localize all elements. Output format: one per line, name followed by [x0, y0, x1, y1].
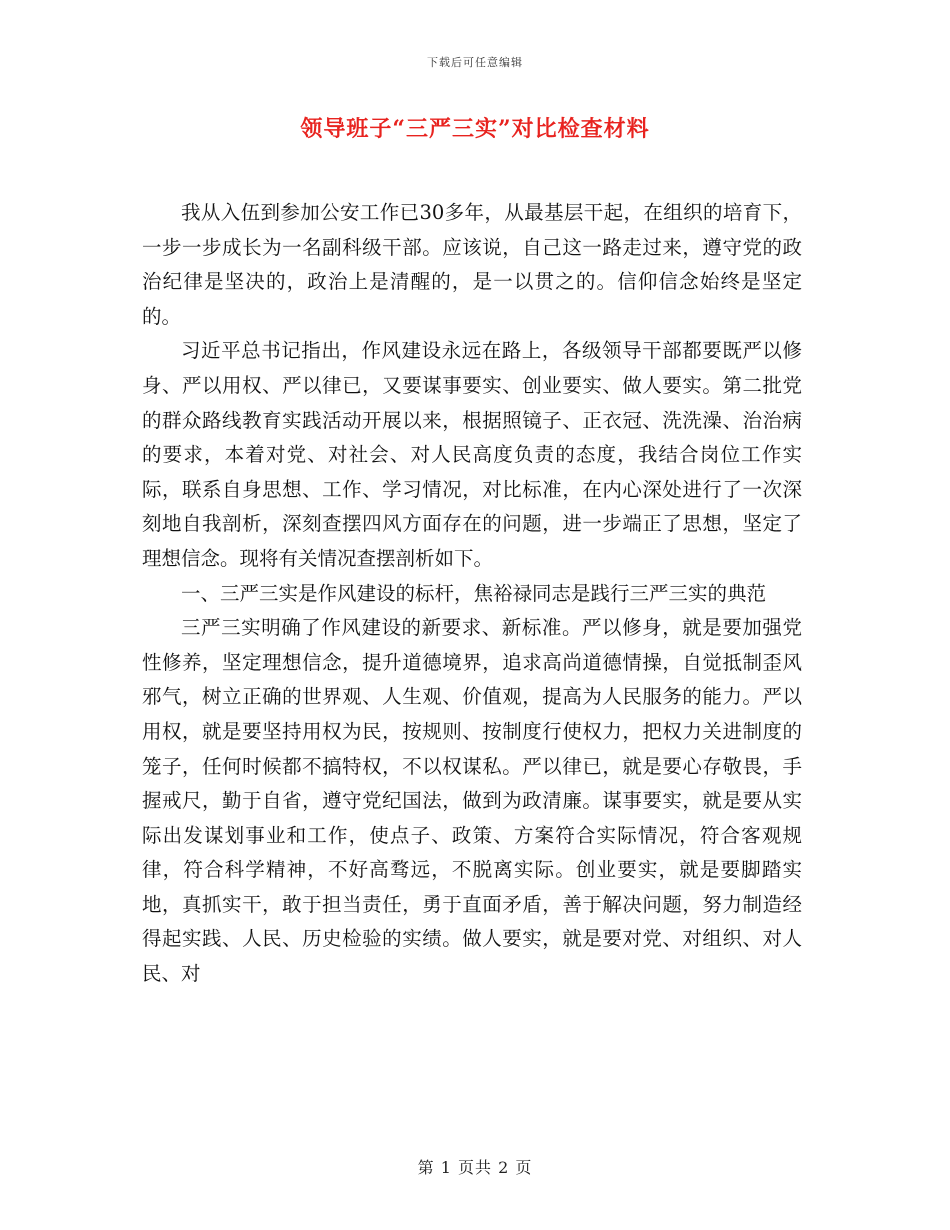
paragraph-standards: 三严三实明确了作风建设的新要求、新标准。严以修身，就是要加强党性修养，坚定理想信念，提升道德境界，追求高尚道德情操，自觉抵制歪风邪气，树立正确的世界观、人生观、价值观，提高为人民服务的能力。严以用权，就是要坚持用权为民，按规则、按制度行使权力，把权力关进制度的笼子，任何时候都不搞特权，不以权谋私。严以律已，就是要心存敬畏，手握戒尺，勤于自省，遵守党纪国法，做到为政清廉。谋事要实，就是要从实际出发谋划事业和工作，使点子、政策、方案符合实际情况，符合客观规律，符合科学精神，不好高骛远，不脱离实际。创业要实，就是要脚踏实地，真抓实干，敢于担当责任，勇于直面矛盾，善于解决问题，努力制造经得起实践、人民、历史检验的实绩。做人要实，就是要对党、对组织、对人民、对 [142, 616, 802, 986]
page-footer-page-number: 第 1 页共 2 页 [417, 1158, 533, 1177]
section-heading-1: 一、三严三实是作风建设的标杆，焦裕禄同志是践行三严三实的典范 [181, 581, 767, 605]
paragraph-background: 习近平总书记指出，作风建设永远在路上，各级领导干部都要既严以修身、严以用权、严以律已，又要谋事要实、创业要实、做人要实。第二批党的群众路线教育实践活动开展以来，根据照镜子、正衣冠、洗洗澡、治治病的要求，本着对党、对社会、对人民高度负责的态度，我结合岗位工作实际，联系自身思想、工作、学习情况，对比标准，在内心深处进行了一次深刻地自我剖析，深刻查摆四风方面存在的问题，进一步端正了思想，坚定了理想信念。现将有关情况查摆剖析如下。 [142, 339, 802, 570]
document-title: 领导班子“三严三实”对比检查材料 [300, 116, 650, 142]
page-header-note: 下载后可任意编辑 [427, 56, 523, 69]
document-body [142, 196, 802, 992]
paragraph-intro: 我从入伍到参加公安工作已30多年，从最基层干起，在组织的培育下，一步一步成长为一名副科级干部。应该说，自己这一路走过来，遵守党的政治纪律是坚决的，政治上是清醒的，是一以贯之的。信仰信念始终是坚定的。 [142, 201, 802, 328]
